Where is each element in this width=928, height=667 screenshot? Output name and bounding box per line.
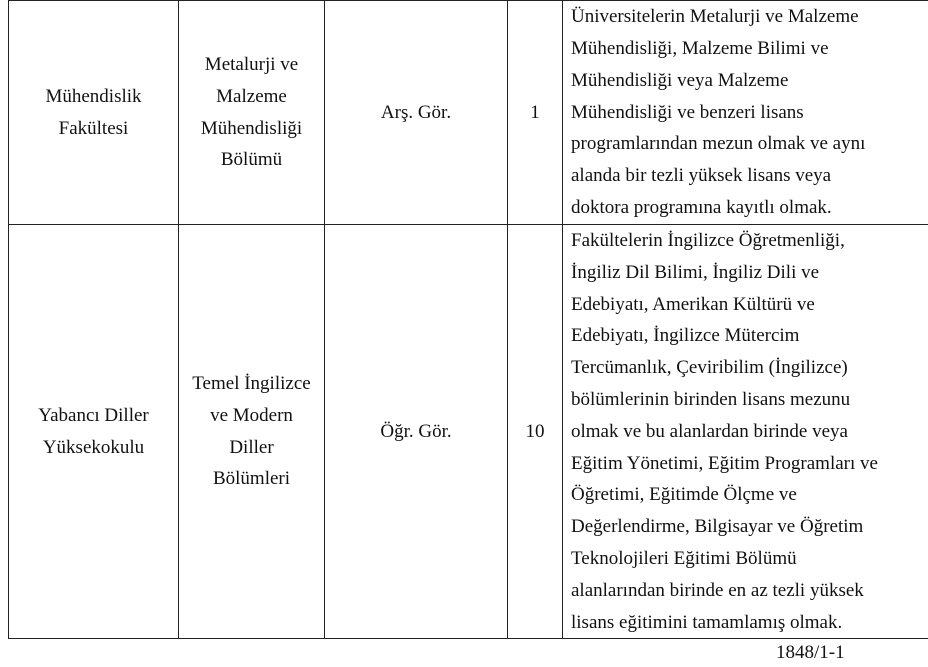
department-line: Metalurji ve — [204, 53, 299, 75]
requirement-line: lisans eğitimini tamamlamış olmak. — [571, 611, 843, 633]
requirement-line: programlarından mezun olmak ve aynı — [571, 133, 866, 155]
title-cell: Arş. Gör. — [325, 1, 508, 225]
faculty-line: Yabancı Diller — [38, 404, 149, 426]
requirement-line: alanlarından birinde en az tezli yüksek — [571, 579, 864, 601]
title-cell: Öğr. Gör. — [325, 225, 508, 639]
page-number: 1848/1-1 — [776, 642, 845, 663]
department-line: Diller — [229, 436, 274, 458]
requirement-line: Üniversitelerin Metalurji ve Malzeme — [571, 6, 859, 28]
table-row — [9, 225, 928, 639]
requirement-line: Mühendisliği ve benzeri lisans — [571, 101, 804, 123]
count-cell: 10 — [508, 225, 563, 639]
department-cell — [179, 225, 325, 639]
requirement-line: Fakültelerin İngilizce Öğretmenliği, — [571, 230, 845, 251]
faculty-line: Mühendislik — [45, 85, 142, 107]
table-row — [9, 1, 928, 225]
department-line: Mühendisliği — [200, 117, 303, 139]
requirement-line: Teknolojileri Eğitimi Bölümü — [571, 547, 797, 569]
department-line: Malzeme — [216, 85, 287, 107]
requirement-cell — [563, 1, 928, 225]
requirement-line: İngiliz Dil Bilimi, İngiliz Dili ve — [571, 261, 820, 283]
requirement-line: Değerlendirme, Bilgisayar ve Öğretim — [571, 516, 864, 538]
requirement-line: Mühendisliği veya Malzeme — [571, 69, 789, 91]
requirement-line: Tercümanlık, Çeviribilim (İngilizce) — [571, 357, 848, 379]
requirement-line: Edebiyatı, Amerikan Kültürü ve — [571, 293, 815, 315]
department-line: Bölümü — [220, 149, 283, 171]
requirement-line: bölümlerinin birinden lisans mezunu — [571, 388, 851, 410]
faculty-line: Fakültesi — [58, 117, 129, 139]
requirement-line: Eğitim Yönetimi, Eğitim Programları ve — [571, 452, 878, 474]
requirement-line: Öğretimi, Eğitimde Ölçme ve — [571, 484, 797, 506]
department-line: Bölümleri — [212, 468, 291, 490]
positions-table — [8, 0, 928, 639]
requirement-line: Mühendisliği, Malzeme Bilimi ve — [571, 38, 829, 59]
department-cell — [179, 1, 325, 225]
count-cell: 1 — [508, 1, 563, 225]
requirement-cell — [563, 225, 928, 639]
faculty-cell — [9, 1, 179, 225]
department-line: ve Modern — [210, 404, 293, 426]
requirement-line: doktora programına kayıtlı olmak. — [571, 196, 832, 218]
faculty-line: Yüksekokulu — [42, 436, 145, 458]
requirement-line: Edebiyatı, İngilizce Mütercim — [571, 325, 800, 347]
requirement-line: olmak ve bu alanlardan birinde veya — [571, 420, 848, 442]
department-line: Temel İngilizce — [192, 373, 311, 395]
requirement-line: alanda bir tezli yüksek lisans veya — [571, 165, 832, 187]
faculty-cell — [9, 225, 179, 639]
